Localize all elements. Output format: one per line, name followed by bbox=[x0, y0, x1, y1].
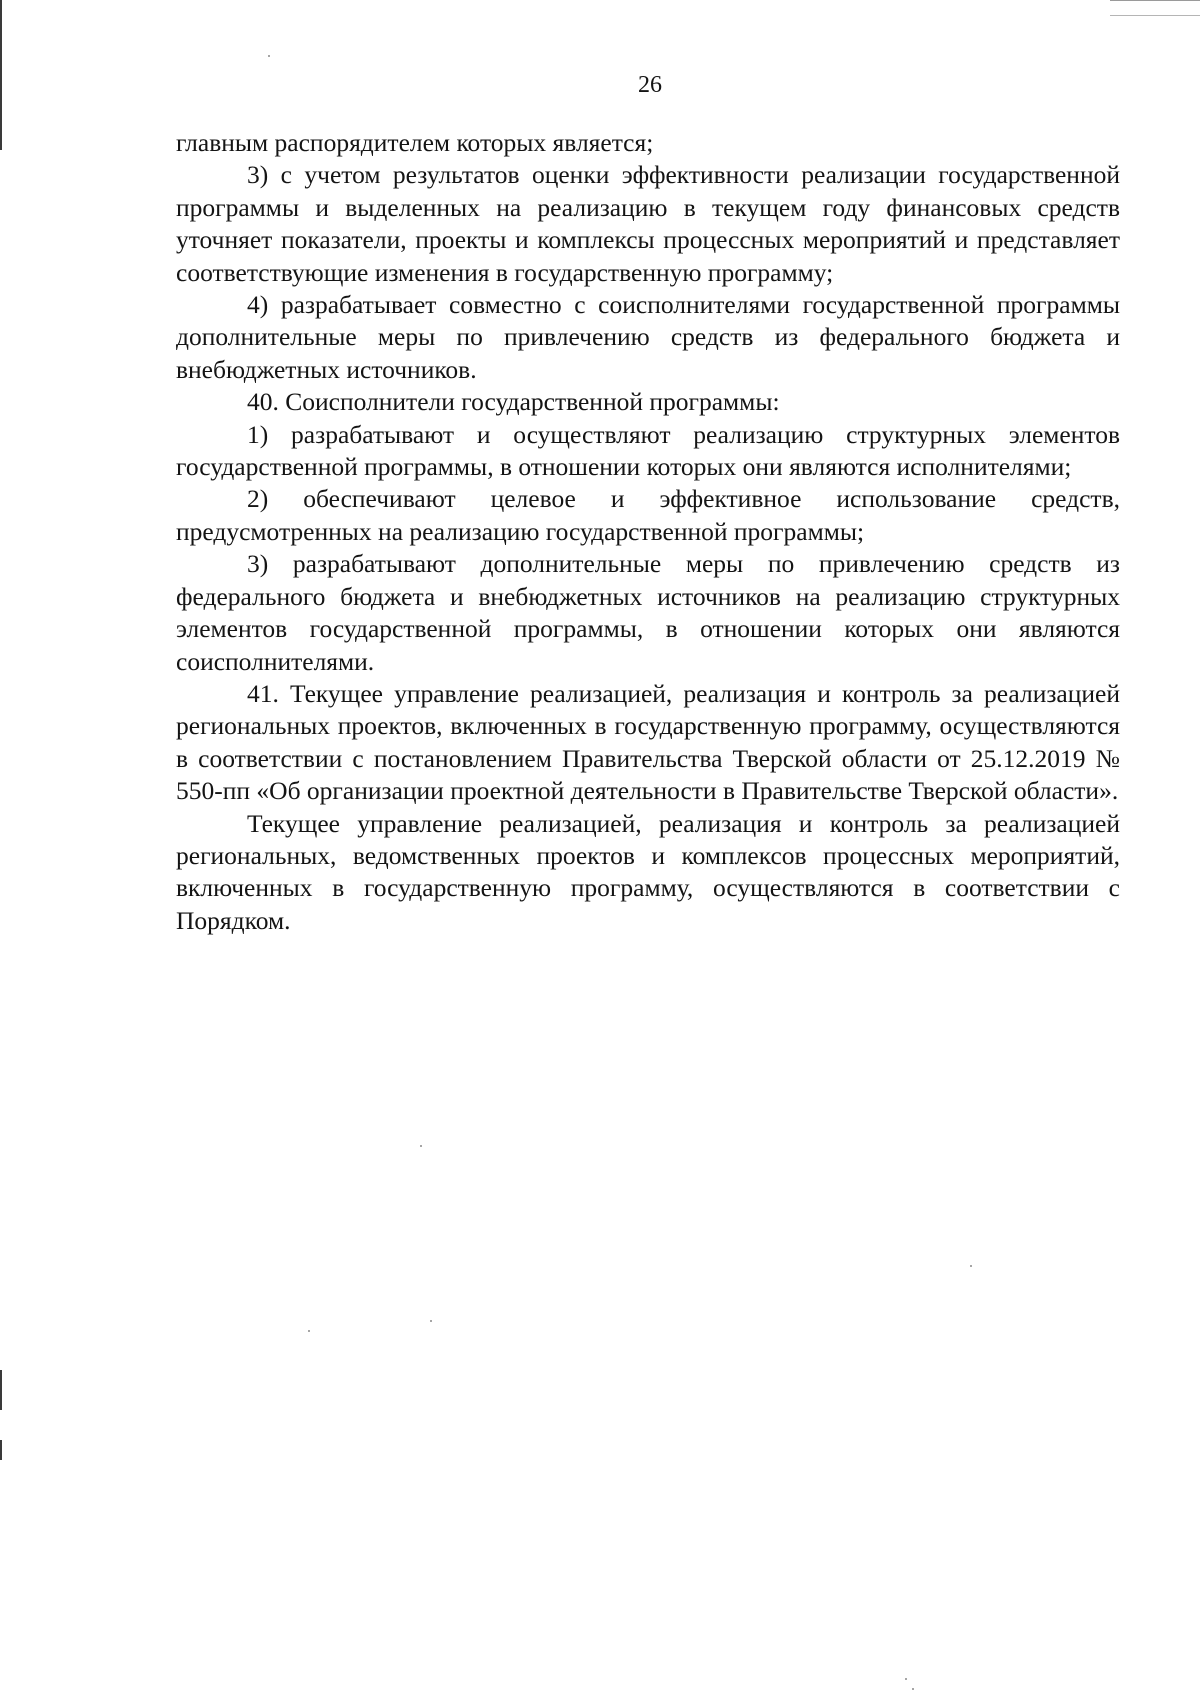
scan-speck bbox=[308, 1330, 310, 1332]
scan-speck bbox=[905, 1678, 907, 1680]
paragraph-clause-40: 40. Соисполнители государственной программы: bbox=[247, 387, 780, 417]
paragraph-continuation: главным распорядителем которых является; bbox=[176, 128, 654, 157]
page-number: 26 bbox=[638, 72, 662, 98]
body-text bbox=[176, 127, 1120, 937]
scan-speck bbox=[420, 1145, 422, 1147]
paragraph-clause-40-item-3: 3) разрабатывают дополнительные меры по привлечению средств из федерального бюджета и внебюджетных источников на реализацию структурных элементов государственной программы, в отношении которых они являются соисполнителями. bbox=[176, 549, 1120, 676]
paragraph-item-3: 3) с учетом результатов оценки эффективности реализации государственной программы и выделенных на реализацию в текущем году финансовых средств уточняет показатели, проекты и комплексы процессных мероприятий и представляет соответствующие изменения в государственную программу; bbox=[176, 160, 1120, 287]
paragraph-clause-41-continued: Текущее управление реализацией, реализация и контроль за реализацией региональных, ведомственных проектов и комплексов процессных мероприятий, включенных в государственную программу, осуществляются в соответствии с Порядком. bbox=[176, 808, 1120, 935]
paragraph-clause-41: 41. Текущее управление реализацией, реализация и контроль за реализацией региональных проектов, включенных в государственную программу, осуществляются в соответствии с постановлением Правительства Тверской области от 25.12.2019 № 550-пп «Об организации проектной деятельности в Правительстве Тверской области». bbox=[176, 678, 1120, 806]
paragraph-item-4: 4) разрабатывает совместно с соисполнителями государственной программы дополнительные меры по привлечению средств из федерального бюджета и внебюджетных источников. bbox=[176, 290, 1120, 384]
paragraph-clause-40-item-1: 1) разрабатывают и осуществляют реализацию структурных элементов государственной программы, в отношении которых они являются исполнителями; bbox=[176, 419, 1120, 482]
scan-speck bbox=[970, 1265, 972, 1267]
scan-speck bbox=[268, 55, 270, 57]
scan-edge-top bbox=[1110, 0, 1200, 16]
paragraph-clause-40-item-2: 2) обеспечивают целевое и эффективное использование средств, предусмотренных на реализацию государственной программы; bbox=[176, 484, 1120, 546]
scan-edge-left-mark-2 bbox=[0, 1440, 2, 1460]
scan-edge-left-mark-1 bbox=[0, 1370, 2, 1410]
scan-speck bbox=[912, 1688, 914, 1690]
scan-speck bbox=[430, 1320, 432, 1322]
